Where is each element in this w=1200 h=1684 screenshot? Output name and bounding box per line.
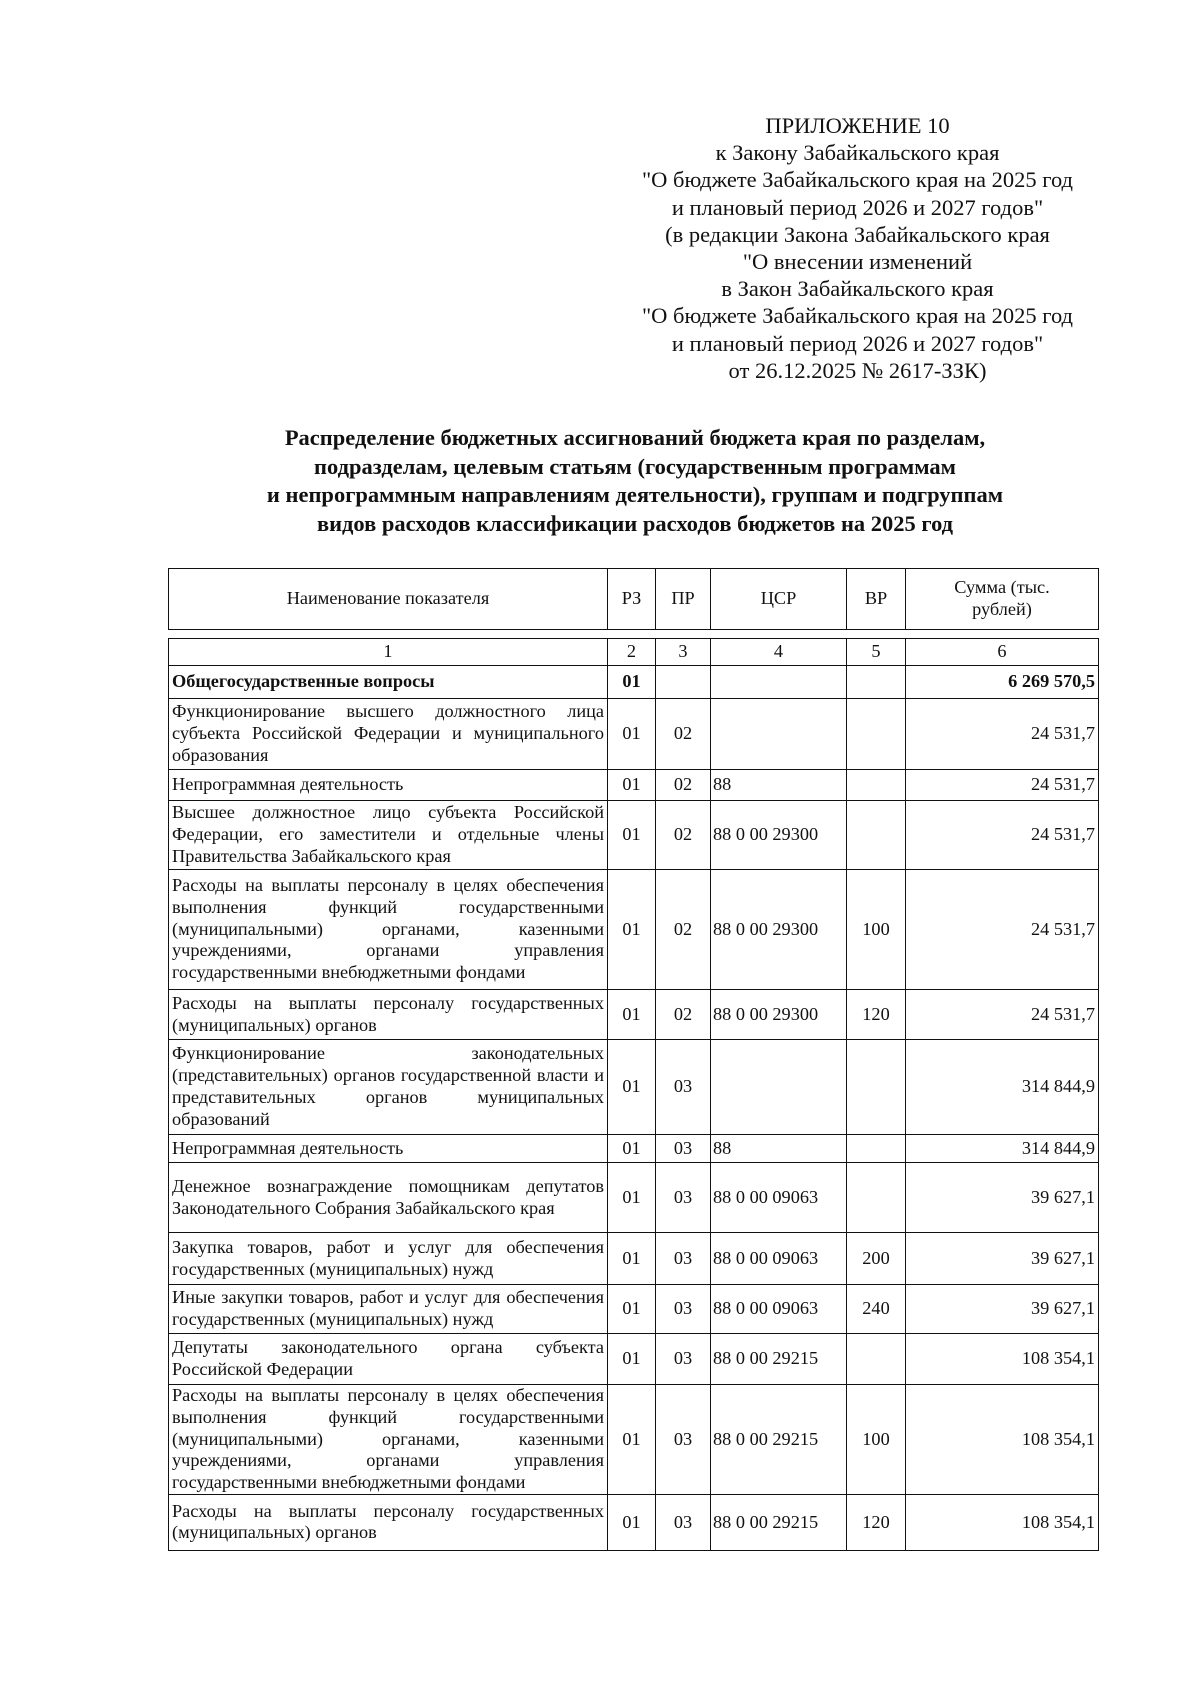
appendix-header xyxy=(600,112,1115,384)
column-number-row xyxy=(169,639,1099,666)
row-rz: 01 xyxy=(608,1233,656,1285)
header-pr: ПР xyxy=(656,569,711,630)
row-pr: 03 xyxy=(656,1163,711,1233)
row-pr: 03 xyxy=(656,1494,711,1550)
row-vr xyxy=(847,699,906,770)
row-vr xyxy=(847,1040,906,1135)
table-row xyxy=(169,1135,1099,1163)
row-pr: 03 xyxy=(656,1040,711,1135)
row-csr xyxy=(711,1040,847,1135)
row-csr: 88 0 00 29215 xyxy=(711,1334,847,1385)
table-row xyxy=(169,1334,1099,1385)
row-vr: 100 xyxy=(847,1385,906,1495)
row-pr: 03 xyxy=(656,1285,711,1334)
row-sum: 108 354,1 xyxy=(906,1334,1099,1385)
row-vr: 240 xyxy=(847,1285,906,1334)
appendix-line: и плановый период 2026 и 2027 годов" xyxy=(671,330,1044,356)
row-name: Непрограммная деятельность xyxy=(169,770,608,801)
table-row xyxy=(169,990,1099,1040)
row-name: Общегосударственные вопросы xyxy=(169,666,608,699)
row-pr: 02 xyxy=(656,699,711,770)
row-csr: 88 0 00 29215 xyxy=(711,1494,847,1550)
header-vr: ВР xyxy=(847,569,906,630)
row-vr xyxy=(847,1334,906,1385)
row-pr: 03 xyxy=(656,1334,711,1385)
table-row xyxy=(169,666,1099,699)
row-vr: 100 xyxy=(847,870,906,990)
row-vr: 200 xyxy=(847,1233,906,1285)
title-line: видов расходов классификации расходов бюджетов на 2025 год xyxy=(316,510,954,536)
row-csr xyxy=(711,699,847,770)
row-name: Расходы на выплаты персоналу в целях обеспечения выполнения функций государственными (муниципальными) органами, казенными учреждениями, органами управления государственными внебюджетными фондами xyxy=(169,870,608,990)
appendix-line: "О бюджете Забайкальского края на 2025 год xyxy=(641,167,1073,193)
column-number: 2 xyxy=(608,639,656,666)
row-vr xyxy=(847,801,906,870)
document-title xyxy=(160,424,1110,538)
row-rz: 01 xyxy=(608,699,656,770)
appendix-line: (в редакции Закона Забайкальского края xyxy=(665,221,1050,247)
row-rz: 01 xyxy=(608,1163,656,1233)
row-name: Денежное вознаграждение помощникам депутатов Законодательного Собрания Забайкальского края xyxy=(169,1163,608,1233)
table-row xyxy=(169,699,1099,770)
row-csr: 88 0 00 09063 xyxy=(711,1285,847,1334)
row-rz: 01 xyxy=(608,1285,656,1334)
row-csr: 88 xyxy=(711,1135,847,1163)
table-header xyxy=(168,568,1099,630)
table-row xyxy=(169,1285,1099,1334)
appendix-line: в Закон Забайкальского края xyxy=(721,276,994,302)
row-sum: 24 531,7 xyxy=(906,990,1099,1040)
row-vr: 120 xyxy=(847,990,906,1040)
row-rz: 01 xyxy=(608,1494,656,1550)
column-number: 4 xyxy=(711,639,847,666)
appendix-line: ПРИЛОЖЕНИЕ 10 xyxy=(765,113,950,138)
row-rz: 01 xyxy=(608,870,656,990)
row-rz: 01 xyxy=(608,1040,656,1135)
row-name: Функционирование высшего должностного лица субъекта Российской Федерации и муниципального образования xyxy=(169,699,608,770)
row-sum: 39 627,1 xyxy=(906,1285,1099,1334)
title-line: и непрограммным направлениям деятельности), группам и подгруппам xyxy=(266,482,1004,507)
row-sum: 108 354,1 xyxy=(906,1385,1099,1495)
row-name: Расходы на выплаты персоналу в целях обеспечения выполнения функций государственными (муниципальными) органами, казенными учреждениями, органами управления государственными внебюджетными фондами xyxy=(169,1385,608,1495)
row-csr: 88 0 00 29300 xyxy=(711,801,847,870)
row-vr xyxy=(847,1163,906,1233)
row-sum: 24 531,7 xyxy=(906,870,1099,990)
row-rz: 01 xyxy=(608,990,656,1040)
appendix-line: к Закону Забайкальского края xyxy=(715,140,1000,166)
row-rz: 01 xyxy=(608,1334,656,1385)
row-name: Высшее должностное лицо субъекта Российской Федерации, его заместители и отдельные члены Правительства Забайкальского края xyxy=(169,801,608,870)
row-csr: 88 0 00 09063 xyxy=(711,1233,847,1285)
table-row xyxy=(169,1163,1099,1233)
column-number: 1 xyxy=(169,639,608,666)
row-csr: 88 0 00 29300 xyxy=(711,990,847,1040)
row-rz: 01 xyxy=(608,801,656,870)
column-number: 6 xyxy=(906,639,1099,666)
row-name: Депутаты законодательного органа субъекта Российской Федерации xyxy=(169,1334,608,1385)
title-line: Распределение бюджетных ассигнований бюджета края по разделам, xyxy=(284,425,986,450)
table-row xyxy=(169,1233,1099,1285)
header-rz: РЗ xyxy=(608,569,656,630)
row-sum: 314 844,9 xyxy=(906,1040,1099,1135)
row-pr: 03 xyxy=(656,1233,711,1285)
row-vr xyxy=(847,666,906,699)
row-vr: 120 xyxy=(847,1494,906,1550)
appendix-line: и плановый период 2026 и 2027 годов" xyxy=(671,194,1044,220)
row-vr xyxy=(847,770,906,801)
row-csr: 88 0 00 09063 xyxy=(711,1163,847,1233)
header-csr: ЦСР xyxy=(711,569,847,630)
table-row xyxy=(169,1385,1099,1495)
row-pr: 02 xyxy=(656,801,711,870)
row-name: Непрограммная деятельность xyxy=(169,1135,608,1163)
row-sum: 108 354,1 xyxy=(906,1494,1099,1550)
row-name: Закупка товаров, работ и услуг для обеспечения государственных (муниципальных) нужд xyxy=(169,1233,608,1285)
appendix-line: "О бюджете Забайкальского края на 2025 год xyxy=(641,303,1073,329)
row-sum: 39 627,1 xyxy=(906,1163,1099,1233)
row-name: Расходы на выплаты персоналу государственных (муниципальных) органов xyxy=(169,990,608,1040)
row-name: Иные закупки товаров, работ и услуг для обеспечения государственных (муниципальных) нужд xyxy=(169,1285,608,1334)
budget-table xyxy=(168,638,1099,1551)
row-csr: 88 xyxy=(711,770,847,801)
row-pr: 02 xyxy=(656,990,711,1040)
table-row xyxy=(169,770,1099,801)
row-name: Функционирование законодательных (представительных) органов государственной власти и представительных органов муниципальных образований xyxy=(169,1040,608,1135)
row-name: Расходы на выплаты персоналу государственных (муниципальных) органов xyxy=(169,1494,608,1550)
row-csr: 88 0 00 29300 xyxy=(711,870,847,990)
row-rz: 01 xyxy=(608,1385,656,1495)
row-pr xyxy=(656,666,711,699)
row-rz: 01 xyxy=(608,770,656,801)
row-pr: 02 xyxy=(656,770,711,801)
table-row xyxy=(169,801,1099,870)
row-pr: 03 xyxy=(656,1385,711,1495)
row-pr: 03 xyxy=(656,1135,711,1163)
row-pr: 02 xyxy=(656,870,711,990)
row-sum: 6 269 570,5 xyxy=(906,666,1099,699)
row-rz: 01 xyxy=(608,1135,656,1163)
header-sum: Сумма (тыс. рублей) xyxy=(906,569,1099,630)
row-vr xyxy=(847,1135,906,1163)
column-number: 5 xyxy=(847,639,906,666)
table-row xyxy=(169,1040,1099,1135)
row-sum: 24 531,7 xyxy=(906,801,1099,870)
row-sum: 314 844,9 xyxy=(906,1135,1099,1163)
title-line: подразделам, целевым статьям (государственным программам xyxy=(314,453,956,479)
row-sum: 39 627,1 xyxy=(906,1233,1099,1285)
row-csr xyxy=(711,666,847,699)
column-number: 3 xyxy=(656,639,711,666)
appendix-line: "О внесении изменений xyxy=(742,249,973,275)
row-sum: 24 531,7 xyxy=(906,699,1099,770)
header-name: Наименование показателя xyxy=(169,569,608,630)
row-csr: 88 0 00 29215 xyxy=(711,1385,847,1495)
row-sum: 24 531,7 xyxy=(906,770,1099,801)
row-rz: 01 xyxy=(608,666,656,699)
table-row xyxy=(169,870,1099,990)
table-row xyxy=(169,1494,1099,1550)
appendix-line: от 26.12.2025 № 2617-ЗЗК) xyxy=(728,357,987,383)
